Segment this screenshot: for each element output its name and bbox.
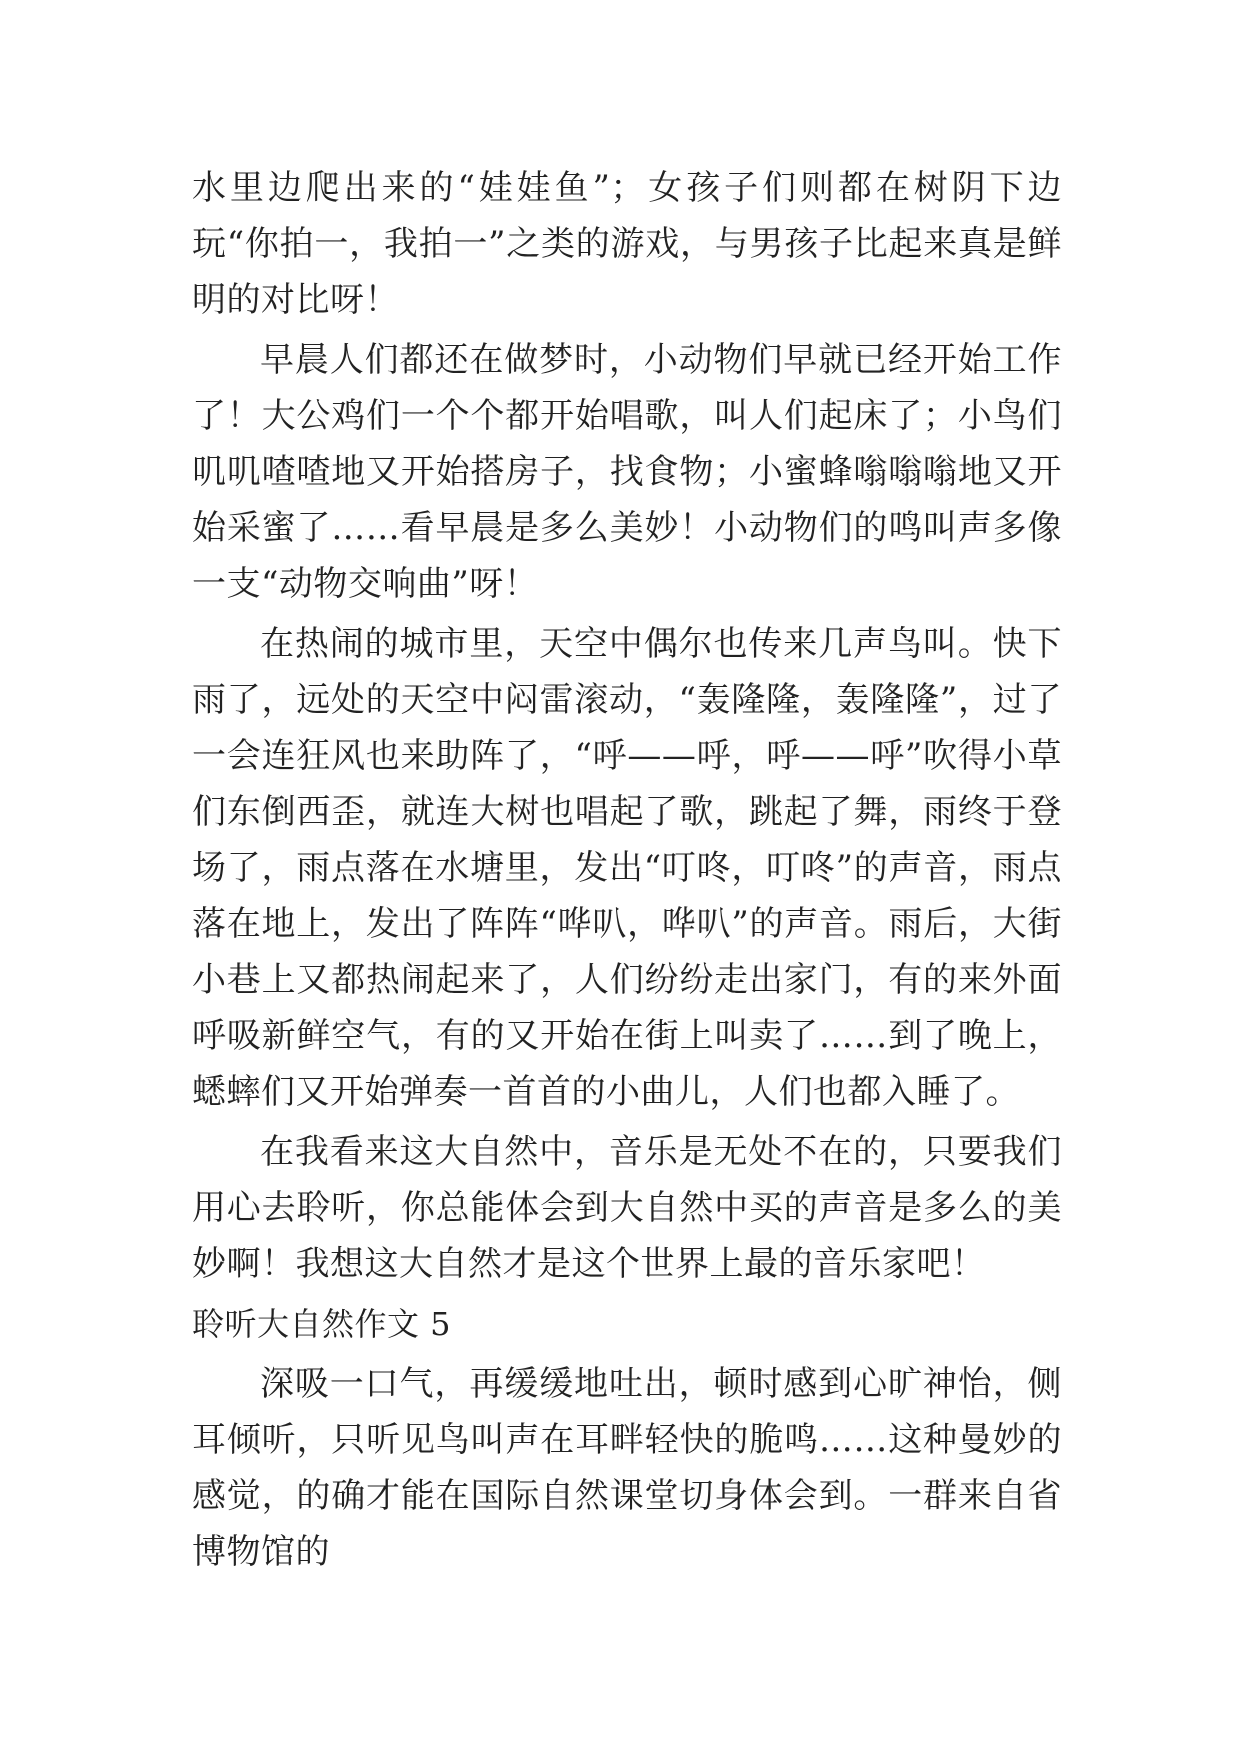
- document-body: [192, 160, 1062, 1584]
- paragraph-2: 早晨人们都还在做梦时，小动物们早就已经开始工作了！大公鸡们一个个都开始唱歌，叫人们起床了；小鸟们叽叽喳喳地又开始搭房子，找食物；小蜜蜂嗡嗡嗡地又开始采蜜了……看早晨是多么美妙！小动物们的鸣叫声多像一支“动物交响曲”呀！: [192, 340, 1062, 604]
- paragraph-4: 在我看来这大自然中，音乐是无处不在的，只要我们用心去聆听，你总能体会到大自然中买的声音是多么的美妙啊！我想这大自然才是这个世界上最的音乐家吧！: [192, 1132, 1062, 1284]
- paragraph-1: 水里边爬出来的“娃娃鱼”；女孩子们则都在树阴下边玩“你拍一，我拍一”之类的游戏，与男孩子比起来真是鲜明的对比呀！: [192, 168, 1062, 320]
- section-heading: 聆听大自然作文 5: [192, 1305, 452, 1343]
- paragraph-3: 在热闹的城市里，天空中偶尔也传来几声鸟叫。快下雨了，远处的天空中闷雷滚动，“轰隆隆，轰隆隆”，过了一会连狂风也来助阵了，“呼——呼，呼——呼”吹得小草们东倒西歪，就连大树也唱起了歌，跳起了舞，雨终于登场了，雨点落在水塘里，发出“叮咚，叮咚”的声音，雨点落在地上，发出了阵阵“哗叭，哗叭”的声音。雨后，大街小巷上又都热闹起来了，人们纷纷走出家门，有的来外面呼吸新鲜空气，有的又开始在街上叫卖了……到了晚上，蟋蟀们又开始弹奏一首首的小曲儿，人们也都入睡了。: [192, 624, 1062, 1112]
- paragraph-5: 深吸一口气，再缓缓地吐出，顿时感到心旷神怡，侧耳倾听，只听见鸟叫声在耳畔轻快的脆鸣……这种曼妙的感觉，的确才能在国际自然课堂切身体会到。一群来自省博物馆的: [192, 1364, 1062, 1572]
